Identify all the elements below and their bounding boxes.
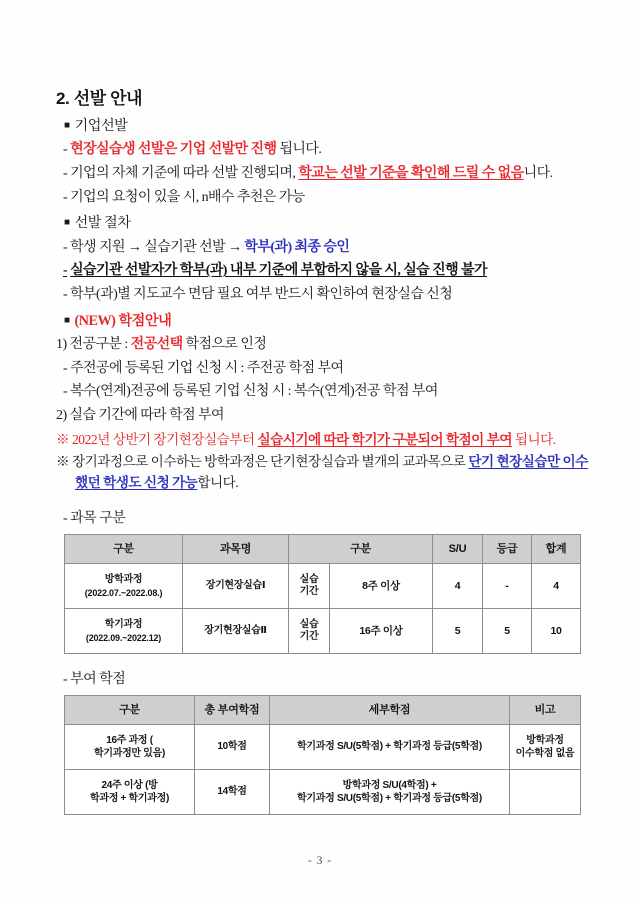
cell-duration (289, 609, 433, 654)
credit-guide-item-1-sub-2-text: 복수(연계)전공에 등록된 기업 신청 시 : 복수(연계)전공 학점 부여 (70, 384, 438, 400)
heading-selection-process-label: 선발 절차 (74, 215, 131, 232)
square-bullet-icon: ■ (64, 120, 70, 131)
company-selection-item-2 (56, 163, 590, 186)
cell-duration-value: 16주 이상 (359, 625, 403, 638)
heading-selection-process (56, 213, 590, 234)
credit-guide-new-badge: (NEW) (74, 312, 116, 329)
cell-duration-label-line2: 기간 (299, 586, 319, 598)
company-selection-item-2-part-3: 니다. (523, 165, 553, 181)
selection-process-item-3-part-1: 학부(과)별 지도교수 면담 필요 여부 반드시 확인하여 현장실습 신청 (70, 286, 453, 302)
company-selection-item-3 (56, 187, 590, 210)
credit-guide-item-1 (56, 334, 590, 357)
dash-marker: - (63, 165, 68, 181)
cell-remark-line1: 방학과정 (526, 734, 564, 746)
cell-category-line2: 학기과정만 있음) (93, 748, 166, 760)
cell-total-credit: 14학점 (195, 770, 270, 815)
company-selection-item-1-part-1: 현장실습생 선발은 기업 선발만 진행 (70, 142, 277, 158)
th-subject-name: 과목명 (183, 535, 289, 564)
document-content (56, 84, 590, 815)
cell-duration-label (289, 609, 330, 653)
cell-duration-label-line1: 실습 (299, 618, 319, 630)
cell-category-line2: (2022.09.~2022.12) (85, 632, 162, 643)
credit-guide-note-1-part-3: 됩니다. (511, 431, 556, 447)
company-selection-item-1-part-2: 됩니다. (276, 142, 322, 158)
heading-company-selection-label: 기업선발 (74, 118, 128, 134)
credit-guide-note-2-part-1: 장기과정으로 이수하는 방학과정은 단기현장실습과 별개의 교과목으로 (72, 453, 469, 469)
th-su: S/U (433, 535, 483, 564)
credit-guide-note-2-part-2: 단기 현장실습만 이수했던 학생도 신청 가능 (75, 453, 588, 491)
cell-category-line1: 방학과정 (104, 574, 143, 586)
th-remark: 비고 (510, 696, 581, 725)
cell-remark (510, 770, 581, 815)
cell-remark-line2: 이수학점 없음 (515, 748, 575, 760)
credit-guide-item-2-text: 실습 기간에 따라 학점 부여 (69, 407, 225, 423)
cell-category-line2: (2022.07.~2022.08.) (84, 587, 163, 598)
credit-guide-note-2 (56, 451, 590, 493)
square-bullet-icon: ■ (64, 314, 70, 326)
th-duration: 구분 (289, 535, 433, 564)
heading-credit-guide (56, 311, 590, 332)
cell-duration-value: 8주 이상 (362, 580, 400, 593)
credit-guide-item-2 (56, 405, 590, 428)
selection-process-item-1 (56, 237, 590, 260)
company-selection-item-2-part-2: 학교는 선발 기준을 확인해 드릴 수 없음 (298, 165, 524, 181)
cell-su: 5 (433, 609, 483, 654)
cell-subject-name: 장기현장실습Ⅰ (183, 564, 289, 609)
th-detail-credit: 세부학점 (270, 696, 510, 725)
table-subject-label: - 과목 구분 (63, 511, 126, 527)
table-row (65, 770, 581, 815)
company-selection-item-1 (56, 139, 590, 162)
cell-category-line1: 학기과정 (104, 619, 143, 631)
cell-total-credit: 10학점 (195, 725, 270, 770)
th-total: 합계 (532, 535, 581, 564)
cell-subject-name: 장기현장실습Ⅱ (183, 609, 289, 654)
cell-duration (289, 564, 433, 609)
note-marker-icon: ※ (56, 431, 70, 447)
credit-guide-item-1-part-2: 전공선택 (130, 336, 183, 352)
cell-duration-label-line1: 실습 (299, 573, 319, 585)
cell-grade: 5 (483, 609, 532, 654)
credit-guide-note-1 (56, 429, 590, 450)
cell-category-line2: 학과정 + 학기과정) (89, 793, 170, 805)
credit-guide-item-1-sub-1 (56, 358, 590, 381)
cell-category-line1: 24주 이상 (방 (101, 779, 158, 791)
dash-marker: - (63, 239, 68, 255)
cell-category (65, 564, 183, 609)
dash-marker: - (63, 142, 68, 158)
selection-process-item-1-part-1: 학생 지원 → 실습기관 선발 → (70, 239, 245, 255)
credit-guide-item-1-number: 1) (56, 336, 67, 352)
credit-guide-note-1-part-1: 2022년 상반기 장기현장실습부터 (72, 431, 258, 447)
heading-company-selection (56, 116, 590, 137)
cell-remark (510, 725, 581, 770)
th-category: 구분 (65, 535, 183, 564)
credit-guide-note-1-part-2: 실습시기에 따라 학기가 구분되어 학점이 부여 (257, 431, 512, 447)
selection-process-item-2 (56, 260, 590, 283)
cell-detail-line1: 방학과정 S/U(4학점) + (342, 779, 437, 791)
table-row (65, 725, 581, 770)
dash-marker: - (63, 286, 68, 302)
table-credits-label: - 부여 학점 (63, 672, 126, 688)
table-credits-wrapper (56, 695, 590, 815)
selection-process-item-3 (56, 284, 590, 307)
dash-marker: - (63, 263, 68, 279)
table-row (65, 564, 581, 609)
company-selection-item-2-part-1: 기업의 자체 기준에 따라 선발 진행되며, (70, 165, 299, 181)
selection-process-item-2-part-1: 실습기관 선발자가 학부(과) 내부 기준에 부합하지 않을 시, 실습 진행 불가 (70, 263, 487, 279)
heading-credit-guide-label: 학점안내 (115, 312, 172, 329)
square-bullet-icon: ■ (64, 217, 70, 229)
note-marker-icon: ※ (56, 453, 70, 469)
cell-detail-line1: 학기과정 S/U(5학점) + 학기과정 등급(5학점) (297, 741, 482, 753)
credit-guide-item-1-sub-2 (56, 381, 590, 404)
credit-guide-item-1-part-1: 전공구분 : (69, 336, 131, 352)
table-credits (64, 695, 581, 815)
dash-marker: - (63, 384, 68, 400)
cell-su: 4 (433, 564, 483, 609)
cell-category-line1: 16주 과정 ( (106, 734, 153, 746)
cell-category (65, 725, 195, 770)
table-subject-header-row (65, 535, 581, 564)
cell-detail-credit (270, 770, 510, 815)
table-row (65, 609, 581, 654)
credit-guide-item-1-sub-1-text: 주전공에 등록된 기업 신청 시 : 주전공 학점 부여 (70, 360, 344, 376)
credit-guide-item-1-part-3: 학점으로 인정 (182, 336, 267, 352)
dash-marker: - (63, 360, 68, 376)
cell-detail-line2: 학기과정 S/U(5학점) + 학기과정 등급(5학점) (297, 793, 482, 805)
cell-category (65, 609, 183, 654)
th-category: 구분 (65, 696, 195, 725)
table-subject (64, 534, 581, 654)
cell-total: 4 (532, 564, 581, 609)
cell-duration-label (289, 564, 330, 608)
th-total-credit: 총 부여학점 (195, 696, 270, 725)
selection-process-item-1-part-2: 학부(과) 최종 승인 (244, 239, 350, 255)
cell-detail-credit (270, 725, 510, 770)
page-title: 2. 선발 안내 (56, 89, 143, 108)
dash-marker: - (63, 189, 68, 205)
company-selection-item-3-part-1: 기업의 요청이 있을 시, n배수 추천은 가능 (70, 189, 305, 205)
table-subject-wrapper (56, 534, 590, 654)
table-credits-header-row (65, 696, 581, 725)
credit-guide-item-2-number: 2) (56, 407, 67, 423)
cell-grade: - (483, 564, 532, 609)
th-grade: 등급 (483, 535, 532, 564)
credit-guide-note-2-part-3: 합니다. (197, 475, 239, 491)
cell-total: 10 (532, 609, 581, 654)
cell-category (65, 770, 195, 815)
cell-duration-label-line2: 기간 (299, 631, 319, 643)
page-number-footer: - 3 - (307, 855, 333, 867)
